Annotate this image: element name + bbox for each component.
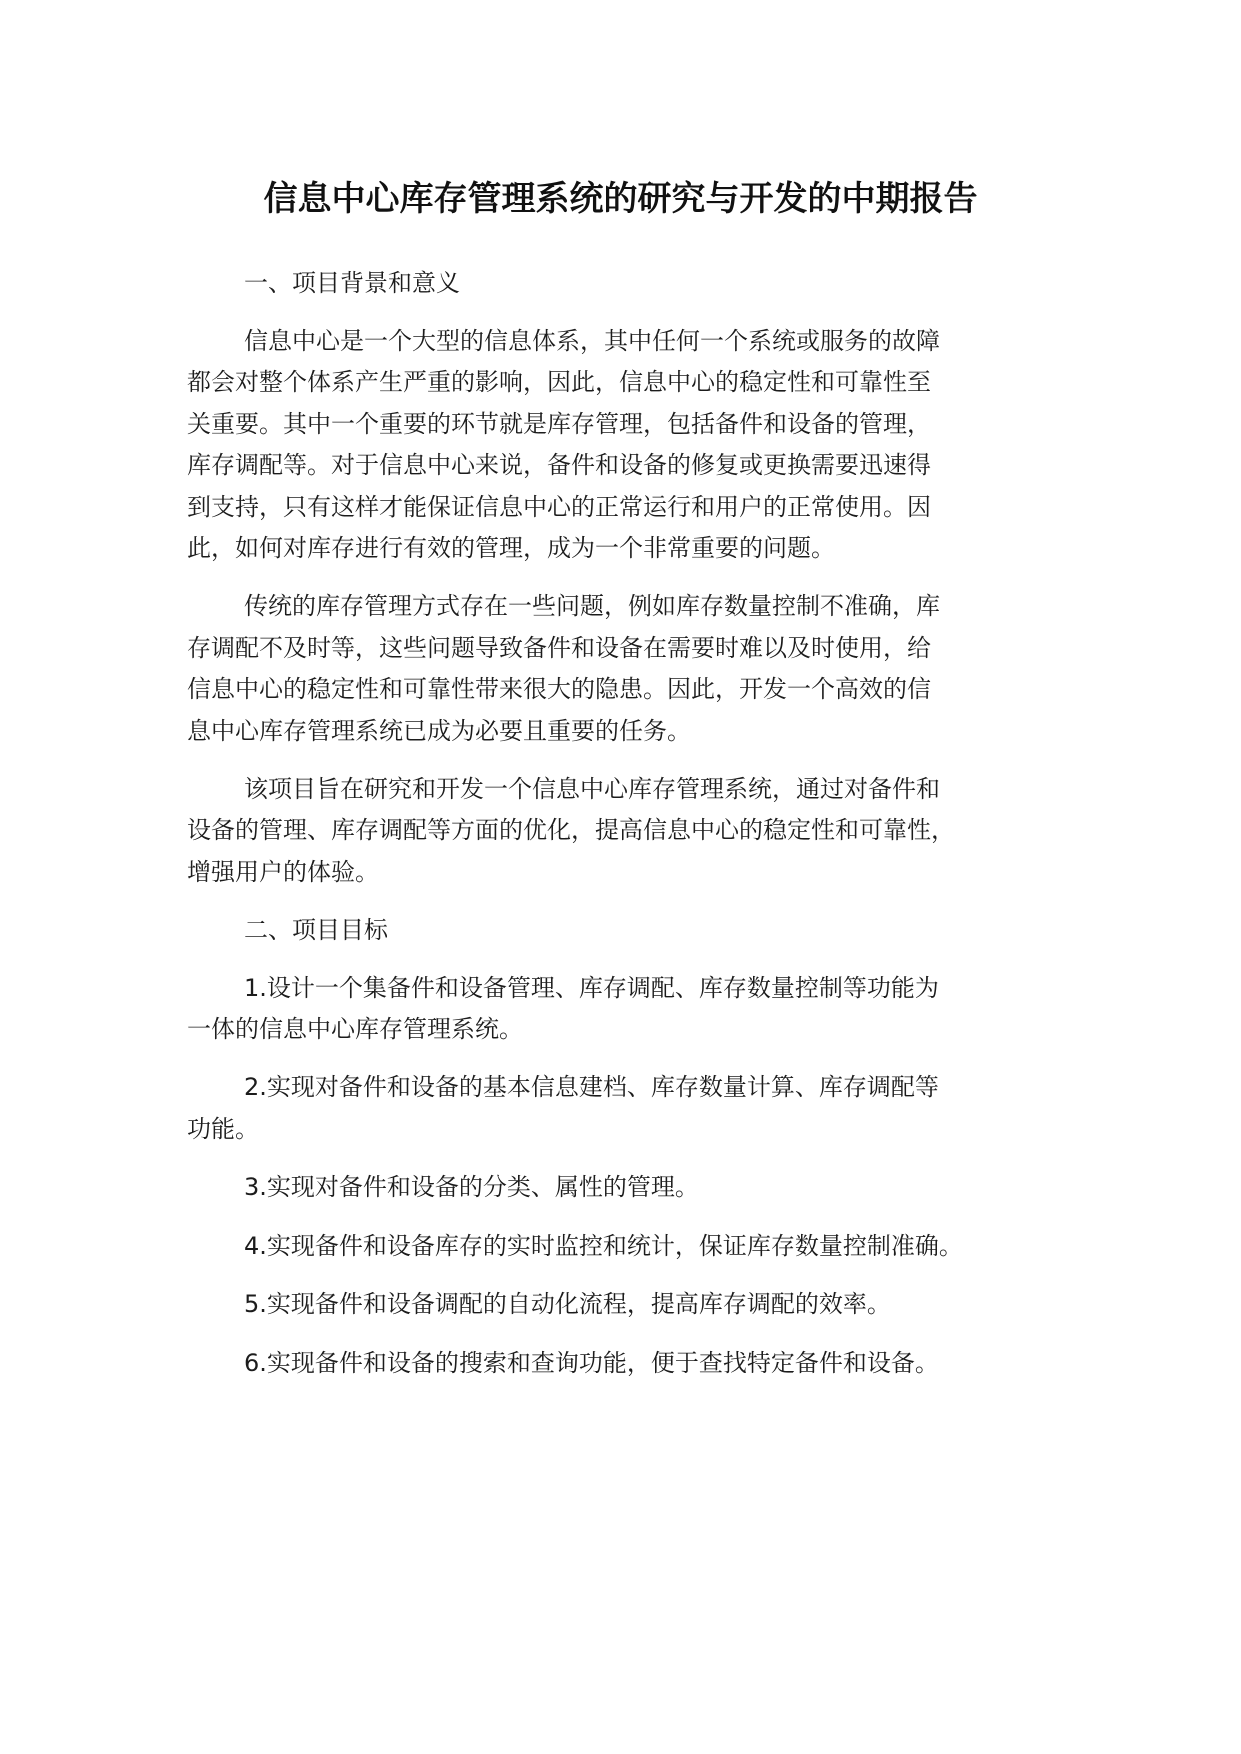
paragraph-line: 库存调配等。对于信息中心来说，备件和设备的修复或更换需要迅速得 (187, 451, 931, 479)
paragraph-line: 息中心库存管理系统已成为必要且重要的任务。 (187, 717, 691, 745)
paragraph-line: 设备的管理、库存调配等方面的优化，提高信息中心的稳定性和可靠性， (187, 816, 955, 844)
goal-item: 6.实现备件和设备的搜索和查询功能，便于查找特定备件和设备。 (244, 1349, 939, 1377)
paragraph-line: 存调配不及时等，这些问题导致备件和设备在需要时难以及时使用，给 (187, 634, 931, 662)
paragraph-line: 都会对整个体系产生严重的影响，因此，信息中心的稳定性和可靠性至 (187, 368, 931, 396)
goal-item: 5.实现备件和设备调配的自动化流程，提高库存调配的效率。 (244, 1290, 891, 1318)
paragraph-line: 该项目旨在研究和开发一个信息中心库存管理系统，通过对备件和 (244, 775, 940, 803)
goal-item-continuation: 功能。 (187, 1115, 259, 1143)
paragraph-line: 到支持，只有这样才能保证信息中心的正常运行和用户的正常使用。因 (187, 493, 931, 521)
paragraph-line: 信息中心的稳定性和可靠性带来很大的隐患。因此，开发一个高效的信 (187, 675, 931, 703)
paragraph-line: 增强用户的体验。 (187, 858, 379, 886)
paragraph-line: 关重要。其中一个重要的环节就是库存管理，包括备件和设备的管理， (187, 410, 931, 438)
paragraph-line: 传统的库存管理方式存在一些问题，例如库存数量控制不准确，库 (244, 592, 940, 620)
paragraph-line: 此，如何对库存进行有效的管理，成为一个非常重要的问题。 (187, 534, 835, 562)
goal-item: 3.实现对备件和设备的分类、属性的管理。 (244, 1173, 699, 1201)
document-title: 信息中心库存管理系统的研究与开发的中期报告 (263, 179, 978, 219)
goal-item: 1.设计一个集备件和设备管理、库存调配、库存数量控制等功能为 (244, 974, 939, 1002)
section-heading-background: 一、项目背景和意义 (244, 269, 460, 297)
section-heading-goals: 二、项目目标 (244, 916, 388, 944)
goal-item: 4.实现备件和设备库存的实时监控和统计，保证库存数量控制准确。 (244, 1232, 963, 1260)
goal-item: 2.实现对备件和设备的基本信息建档、库存数量计算、库存调配等 (244, 1073, 939, 1101)
goal-item-continuation: 一体的信息中心库存管理系统。 (187, 1015, 523, 1043)
paragraph-line: 信息中心是一个大型的信息体系，其中任何一个系统或服务的故障 (244, 327, 940, 355)
